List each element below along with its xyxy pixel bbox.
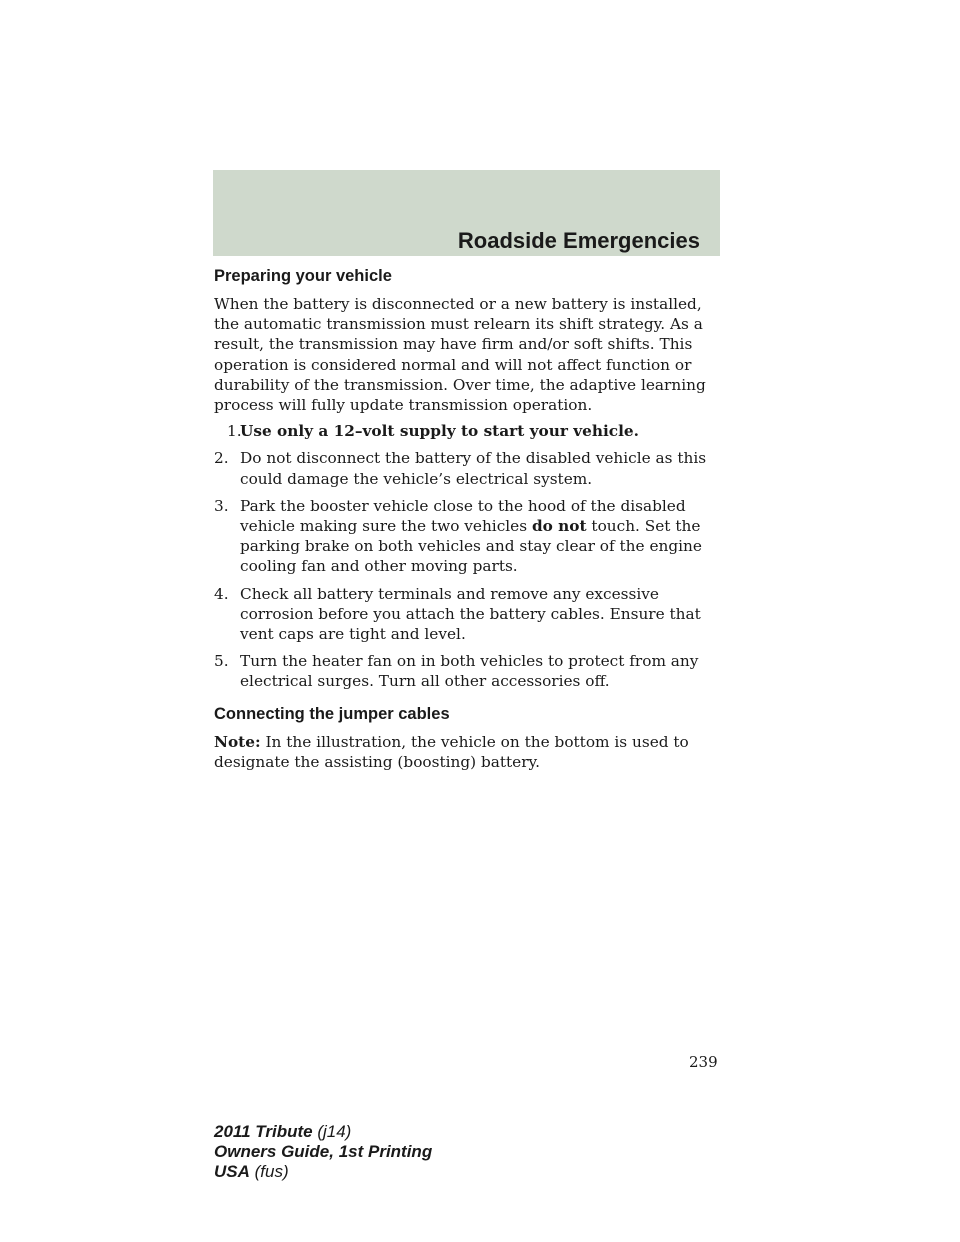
note-label: Note: [214, 732, 261, 751]
page-number: 239 [689, 1053, 718, 1071]
header-band [213, 170, 720, 256]
note-text: In the illustration, the vehicle on the bottom is used to designate the assisting (boosting) battery. [214, 732, 689, 771]
section-title: Roadside Emergencies [457, 228, 700, 253]
step-text: Turn the heater fan on in both vehicles to protect from any electrical surges. Turn all other accessories off. [240, 652, 699, 691]
list-item [214, 448, 724, 488]
footer [214, 1122, 432, 1182]
step-number: 4. [214, 584, 229, 603]
footer-market-code: (fus) [249, 1162, 289, 1181]
step-text-bold: do not [531, 517, 587, 536]
heading-preparing-vehicle: Preparing your vehicle [214, 267, 392, 285]
page-content [214, 266, 724, 778]
footer-line-3 [214, 1162, 432, 1182]
list-item [214, 651, 724, 691]
step-text: Use only a 12–volt supply to start your vehicle. [240, 422, 639, 441]
step-number: 3. [214, 496, 229, 515]
step-text-before: Park the booster vehicle close to the hood of the disabled vehicle making sure the two vehicles [240, 496, 686, 536]
step-text: Check all battery terminals and remove any excessive corrosion before you attach the battery cables. Ensure that vent caps are tight and level. [240, 584, 701, 644]
step-number: 1. [227, 422, 242, 441]
step-number: 2. [214, 449, 229, 468]
note-paragraph [214, 732, 724, 772]
footer-market: USA [214, 1162, 250, 1181]
footer-line-2: Owners Guide, 1st Printing [214, 1142, 433, 1161]
list-item [214, 496, 724, 577]
step-number: 5. [214, 652, 229, 671]
heading-jumper-cables: Connecting the jumper cables [214, 704, 450, 723]
step-text-after: touch. Set the parking brake on both vehicles and stay clear of the engine cooling fan and other moving parts. [240, 517, 702, 576]
list-item [214, 421, 724, 441]
footer-code: (j14) [312, 1122, 352, 1141]
list-item [214, 584, 724, 645]
footer-line-1 [214, 1122, 432, 1142]
footer-model: 2011 Tribute [214, 1122, 313, 1141]
steps-list [214, 421, 724, 691]
step-text: Do not disconnect the battery of the disabled vehicle as this could damage the vehicle’s electrical system. [240, 449, 707, 488]
intro-paragraph: When the battery is disconnected or a new battery is installed, the automatic transmission must relearn its shift strategy. As a result, the transmission may have firm and/or soft shifts. This operation is considered normal and will not affect function or durability of the transmission. Over time, the adaptive learning process will fully update transmission operation. [214, 295, 706, 415]
